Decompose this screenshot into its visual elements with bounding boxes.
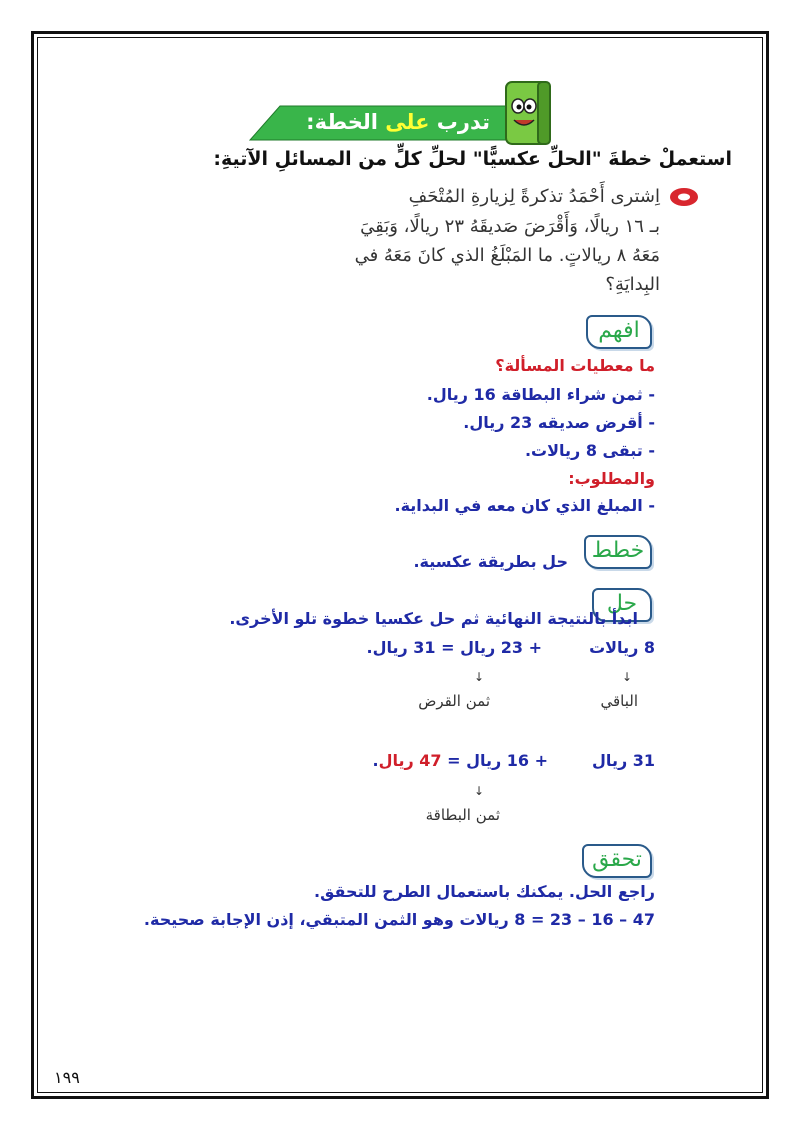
tab-check: تحقق (582, 844, 652, 878)
banner-title (306, 110, 490, 134)
banner-word-on: على (385, 110, 430, 134)
step2-equation (372, 751, 548, 770)
book-mascot-icon (498, 76, 556, 148)
problem-line-3: مَعَهُ ٨ ريالاتٍ. ما المَبْلَغُ الذي كانَ مَعَهُ في (354, 245, 660, 266)
step2-addend: + 16 ريال = (441, 751, 548, 770)
check-line-2: 47 – 16 – 23 = 8 ريالات وهو الثمن المتبقي، إذن الإجابة صحيحة. (143, 910, 655, 929)
instruction-text: استعملْ خطةَ "الحلِّ عكسيًّا" لحلِّ كلٍّ من المسائلِ الآتيةِ: (213, 148, 732, 170)
ticket-label: ثمن البطاقة (425, 806, 500, 824)
plan-text: حل بطريقة عكسية. (413, 552, 568, 571)
problem-bullet-icon (668, 187, 700, 207)
banner-word-plan: الخطة: (306, 110, 378, 134)
problem-line-2: بـ ١٦ ريالًا، وَأَقْرَضَ صَديقَهُ ٢٣ ريالًا، وَبَقِيَ (360, 216, 660, 237)
tab-understand: افهم (586, 315, 652, 349)
required-item: - المبلغ الذي كان معه في البداية. (394, 496, 655, 515)
step2-result: 47 ريال (378, 751, 442, 770)
step2-left-value: 31 ريال (592, 751, 655, 770)
banner-word-practice: تدرب (436, 110, 490, 134)
tab-solve: حل (592, 588, 652, 622)
given-2: - أقرض صديقه 23 ريال. (463, 413, 655, 432)
understand-question: ما معطيات المسألة؟ (495, 356, 655, 375)
step1-left-value: 8 ريالات (589, 638, 655, 657)
remaining-label: الباقي (600, 692, 638, 710)
step2-period: . (372, 751, 379, 770)
down-arrow-icon: ↓ (474, 784, 485, 798)
loan-label: ثمن القرض (418, 692, 490, 710)
down-arrow-icon: ↓ (622, 670, 633, 684)
step1-equation: + 23 ريال = 31 ريال. (366, 638, 542, 657)
given-1: - ثمن شراء البطاقة 16 ريال. (426, 385, 655, 404)
problem-line-4: البِدايَةِ؟ (605, 274, 660, 295)
page-number: ١٩٩ (54, 1068, 80, 1087)
required-label: والمطلوب: (568, 469, 655, 488)
down-arrow-icon: ↓ (474, 670, 485, 684)
check-line-1: راجع الحل. يمكنك باستعمال الطرح للتحقق. (314, 882, 655, 901)
solve-intro: ابدأ بالنتيجة النهائية ثم حل عكسيا خطوة تلو الأخرى. (229, 609, 638, 628)
tab-plan: خطط (584, 535, 652, 569)
given-3: - تبقى 8 ريالات. (524, 441, 655, 460)
problem-line-1: اِشترى أَحْمَدُ تذكرةً لِزيارةِ المُتْحَفِ (408, 186, 660, 207)
